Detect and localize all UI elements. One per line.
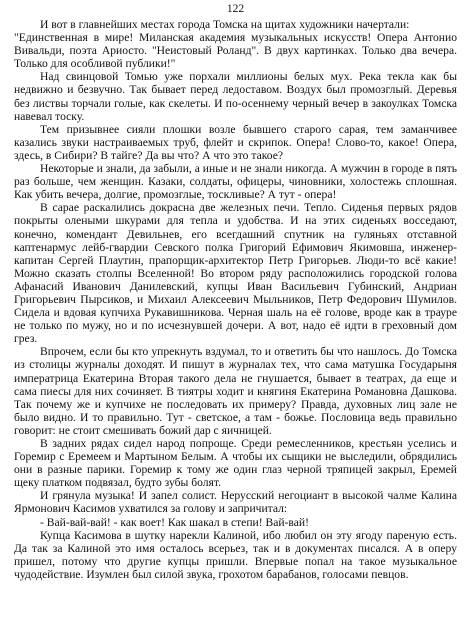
page-number: 122: [226, 3, 245, 15]
paragraph-7: Впрочем, если бы кто упрекнуть вздумал, то и ответить бы что нашлось. До Томска из столицы журналы доходят. И пишут в журналах тех, что сама матушка Государыня императрица Екатерина Вторая такого дела не гнушается, бывает в театрах, да еще и сама пиесы для них сочиняет. В тиятры ходит и княгиня Екатерина Романовна Дашкова. Так почему же и купчихе не последовать их примеру? Правда, духовных лиц зале не было видно. И то правильно. Тут - светское, а там - божье. Пословица ведь правильно говорит: не стоит смешивать божий дар с яичницей.: [14, 345, 457, 437]
paragraph-9: И грянула музыка! И запел солист. Нерусский негоциант в высокой чалме Калина Ярмонович Касимов ухватился за голову и запричитал:: [14, 489, 457, 516]
paragraph-4: Тем призывнее сияли плошки возле бывшего старого сарая, тем заманчивее казались звуки настраиваемых труб, флейт и скрипок. Опера! Слово-то, какое! Опера, здесь, в Сибири? В тайге? Да вы что? А что это такое?: [14, 122, 457, 162]
paragraph-11: Купца Касимова в шутку нарекли Калиной, ибо любил он эту ягоду пареную есть. Да так за Калиной это имя осталось всерьез, так и в документах писался. А в оперу пришел, потому что другие купцы пришли. Впервые попал на такое музыкальное чудодействие. Изумлен был силой звука, грохотом барабанов, голосами певцов.: [14, 528, 457, 581]
paragraph-5: Некоторые и знали, да забыли, а иные и не знали никогда. А мужчин в городе в пять раз больше, чем женщин. Казаки, солдаты, офицеры, чиновники, холостежь сплошная. Как убить вечера, долгие, промозглые, тоскливые? А тут - опера!: [14, 162, 457, 202]
paragraph-6: В сарае раскалились докрасна две железных печи. Тепло. Сиденья первых рядов покрыты олеными шкурами для тепла и удобства. И на этих сиденьях восседают, конечно, комендант Девильнев, его всегдашний спутник на гуляньях отставной каптенармус лейб-гвардии Севского полка Григорий Ефимович Якимовша, инженер-капитан Сергей Плаутин, прапорщик-архитектор Петр Григорьев. Люди-то всё какие! Можно сказать столпы Вселенной! Во втором ряду расположились городской голова Афанасий Иванович Данилевский, купцы Иван Васильевич Губинский, Андриан Григорьевич Пырсиков, и Михаил Алексеевич Мыльников, Петр Федорович Шумилов. Сидела и вдовая купчиха Рукавишникова. Черная шаль на её голове, вроде как в трауре не только по мужу, но и по исчезнувшей дочери. А вот, надо её идти в греховный дом грез.: [14, 201, 457, 346]
paragraph-1: И вот в главнейших местах города Томска на щитах художники начертали:: [40, 18, 410, 31]
body-text: [14, 18, 457, 581]
paragraph-3: Над свинцовой Томью уже порхали миллионы белых мух. Река текла как бы недвижно и безвучно. Так бывает перед ледоставом. Воздух был промозглый. Деревья без листвы торчали голые, как скелеты. И по-осеннему черный вечер в закоулках Томска навевал тоску.: [14, 70, 457, 123]
paragraph-2: "Единственная в мире! Миланская академия музыкальных искусств! Опера Антонио Вивальди, поэта Ариосто. "Неистовый Роланд". В двух картинках. Только два вечера. Только для особливой публики!": [14, 31, 457, 71]
paragraph-10: - Вай-вай-вай! - как воет! Как шакал в степи! Вай-вай!: [40, 515, 309, 529]
paragraph-8: В задних рядах сидел народ попроще. Среди ремесленников, крестьян уселись и Горемир с Еремеем и Мартыном Белым. А чтобы их сыщики не выследили, обрядились они в разные парики. Горемир к тому же один глаз черной тряпицей закрыл, Еремей щеку платком подвязал, будто зубы болят.: [14, 437, 457, 490]
